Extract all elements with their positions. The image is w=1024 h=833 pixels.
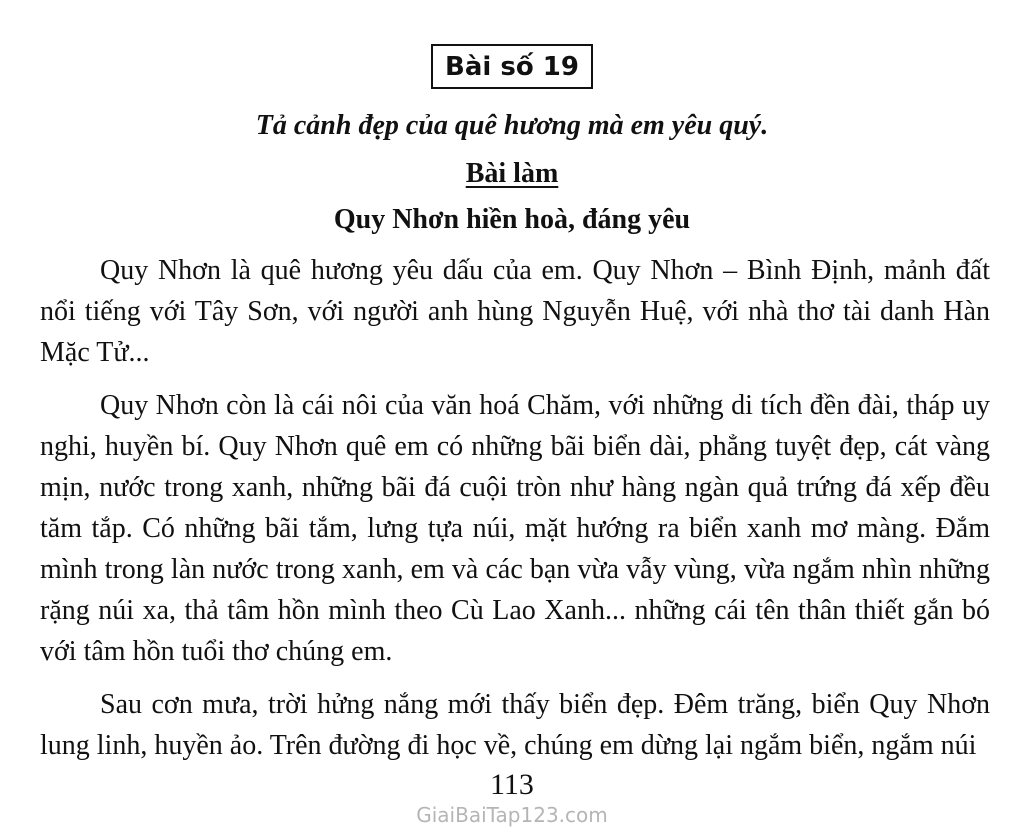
paragraph-3: Sau cơn mưa, trời hửng nắng mới thấy biển đẹp. Đêm trăng, biển Quy Nhơn lung linh, huyền ảo. Trên đường đi học về, chúng em dừng lại ngắm biển, ngắm núi xyxy=(40,689,990,761)
essay-prompt: Tả cảnh đẹp của quê hương mà em yêu quý. xyxy=(255,110,769,141)
paragraph-2: Quy Nhơn còn là cái nôi của văn hoá Chăm, với những di tích đền đài, tháp uy nghi, huyền bí. Quy Nhơn quê em có những bãi biển dài, phẳng tuyệt đẹp, cát vàng mịn, nước trong xanh, những bãi đá cuội tròn như hàng ngàn quả trứng đá xếp đều tăm tắp. Có những bãi tắm, lưng tựa núi, mặt hướng ra biển xanh mơ màng. Đắm mình trong làn nước trong xanh, em và các bạn vừa vẫy vùng, vừa ngắm nhìn những rặng núi xa, thả tâm hồn mình theo Cù Lao Xanh... những cái tên thân thiết gắn bó với tâm hồn tuổi thơ chúng em. xyxy=(40,390,990,667)
watermark: GiaiBaiTap123.com xyxy=(416,803,608,827)
paragraph-1: Quy Nhơn là quê hương yêu dấu của em. Quy Nhơn – Bình Định, mảnh đất nổi tiếng với Tây Sơn, với người anh hùng Nguyễn Huệ, với nhà thơ tài danh Hàn Mặc Tử... xyxy=(40,255,990,368)
page-number: 113 xyxy=(490,768,534,801)
essay-body xyxy=(40,250,990,778)
section-heading: Bài làm xyxy=(465,158,559,189)
exercise-label: Bài số 19 xyxy=(431,44,593,89)
essay-title: Quy Nhơn hiền hoà, đáng yêu xyxy=(333,204,691,235)
exercise-label-wrap xyxy=(0,44,1024,89)
